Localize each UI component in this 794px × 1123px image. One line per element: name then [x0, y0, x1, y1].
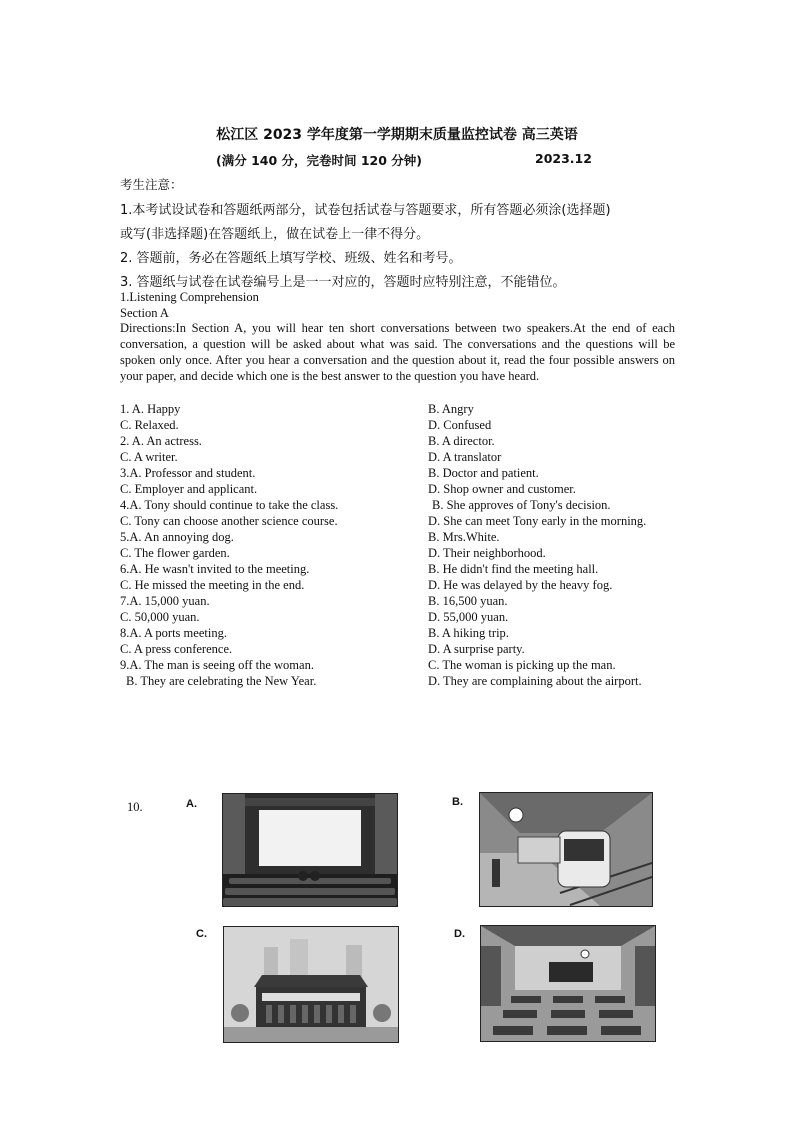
question-9-option: 9.A. The man is seeing off the woman.	[120, 658, 314, 672]
directions-paragraph: Directions:In Section A, you will hear ten short conversations between two speakers.At the end of each conversation, a question will be asked about what was said. The conversations and the questions will be spoken only once. After you hear a conversation and the question about it, read the four possible answers on your paper, and decide which one is the best answer to the question you have heard.	[120, 321, 675, 383]
question-4-option: D. She can meet Tony early in the morning.	[428, 514, 647, 528]
question-9-option: C. The woman is picking up the man.	[428, 658, 616, 672]
subway-train-image	[479, 792, 653, 907]
classroom-image	[480, 925, 656, 1042]
question-8-option: D. A surprise party.	[428, 642, 525, 656]
question-5-option: D. Their neighborhood.	[428, 546, 546, 560]
question-9-option: B. They are celebrating the New Year.	[126, 674, 317, 688]
question-2-option: C. A writer.	[120, 450, 178, 464]
notice-line-3: 3. 答题纸与试卷在试卷编号上是一一对应的，答题时应特别注意，不能错位。	[120, 275, 566, 290]
question-3-option: C. Employer and applicant.	[120, 482, 258, 496]
exam-info: (满分 140 分，完卷时间 120 分钟)	[216, 153, 423, 168]
question-5-option: 5.A. An annoying dog.	[120, 530, 234, 544]
question-1-option: B. Angry	[428, 402, 474, 416]
notice-line-2: 2. 答题前，务必在答题纸上填写学校、班级、姓名和考号。	[120, 251, 462, 266]
question-7-option: C. 50,000 yuan.	[120, 610, 200, 624]
question-8-option: 8.A. A ports meeting.	[120, 626, 227, 640]
question-2-option: 2. A. An actress.	[120, 434, 202, 448]
question-4-option: 4.A. Tony should continue to take the class.	[120, 498, 339, 512]
question-3-option: B. Doctor and patient.	[428, 466, 539, 480]
question-8-option: C. A press conference.	[120, 642, 233, 656]
question-10-number: 10.	[127, 800, 143, 814]
question-6-option: B. He didn't find the meeting hall.	[428, 562, 599, 576]
question-7-option: D. 55,000 yuan.	[428, 610, 509, 624]
notice-line-1: 1.本考试设试卷和答题纸两部分，试卷包括试卷与答题要求，所有答题必须涂(选择题)	[120, 203, 611, 218]
option-a-label: A.	[186, 798, 197, 810]
question-1-option: D. Confused	[428, 418, 492, 432]
question-3-option: D. Shop owner and customer.	[428, 482, 576, 496]
question-4-option: C. Tony can choose another science course.	[120, 514, 338, 528]
notice-heading: 考生注意：	[120, 177, 183, 192]
exam-date: 2023.12	[535, 151, 592, 166]
part-title: 1.Listening Comprehension	[120, 290, 259, 304]
question-9-option: D. They are complaining about the airport.	[428, 674, 642, 688]
cinema-image	[222, 793, 398, 907]
question-7-option: B. 16,500 yuan.	[428, 594, 508, 608]
question-1-option: 1. A. Happy	[120, 402, 181, 416]
question-5-option: B. Mrs.White.	[428, 530, 500, 544]
question-6-option: D. He was delayed by the heavy fog.	[428, 578, 613, 592]
question-5-option: C. The flower garden.	[120, 546, 230, 560]
question-3-option: 3.A. Professor and student.	[120, 466, 256, 480]
question-6-option: C. He missed the meeting in the end.	[120, 578, 305, 592]
question-2-option: D. A translator	[428, 450, 502, 464]
question-6-option: 6.A. He wasn't invited to the meeting.	[120, 562, 310, 576]
question-1-option: C. Relaxed.	[120, 418, 179, 432]
question-2-option: B. A director.	[428, 434, 495, 448]
notice-line-1b: 或写(非选择题)在答题纸上，做在试卷上一律不得分。	[120, 227, 430, 242]
government-building-image	[223, 926, 399, 1043]
page-title: 松江区 2023 学年度第一学期期末质量监控试卷 高三英语	[216, 127, 578, 143]
option-b-label: B.	[452, 796, 463, 808]
section-title: Section A	[120, 306, 169, 320]
question-7-option: 7.A. 15,000 yuan.	[120, 594, 210, 608]
option-c-label: C.	[196, 928, 207, 940]
question-8-option: B. A hiking trip.	[428, 626, 509, 640]
option-d-label: D.	[454, 928, 465, 940]
question-4-option: B. She approves of Tony's decision.	[432, 498, 611, 512]
